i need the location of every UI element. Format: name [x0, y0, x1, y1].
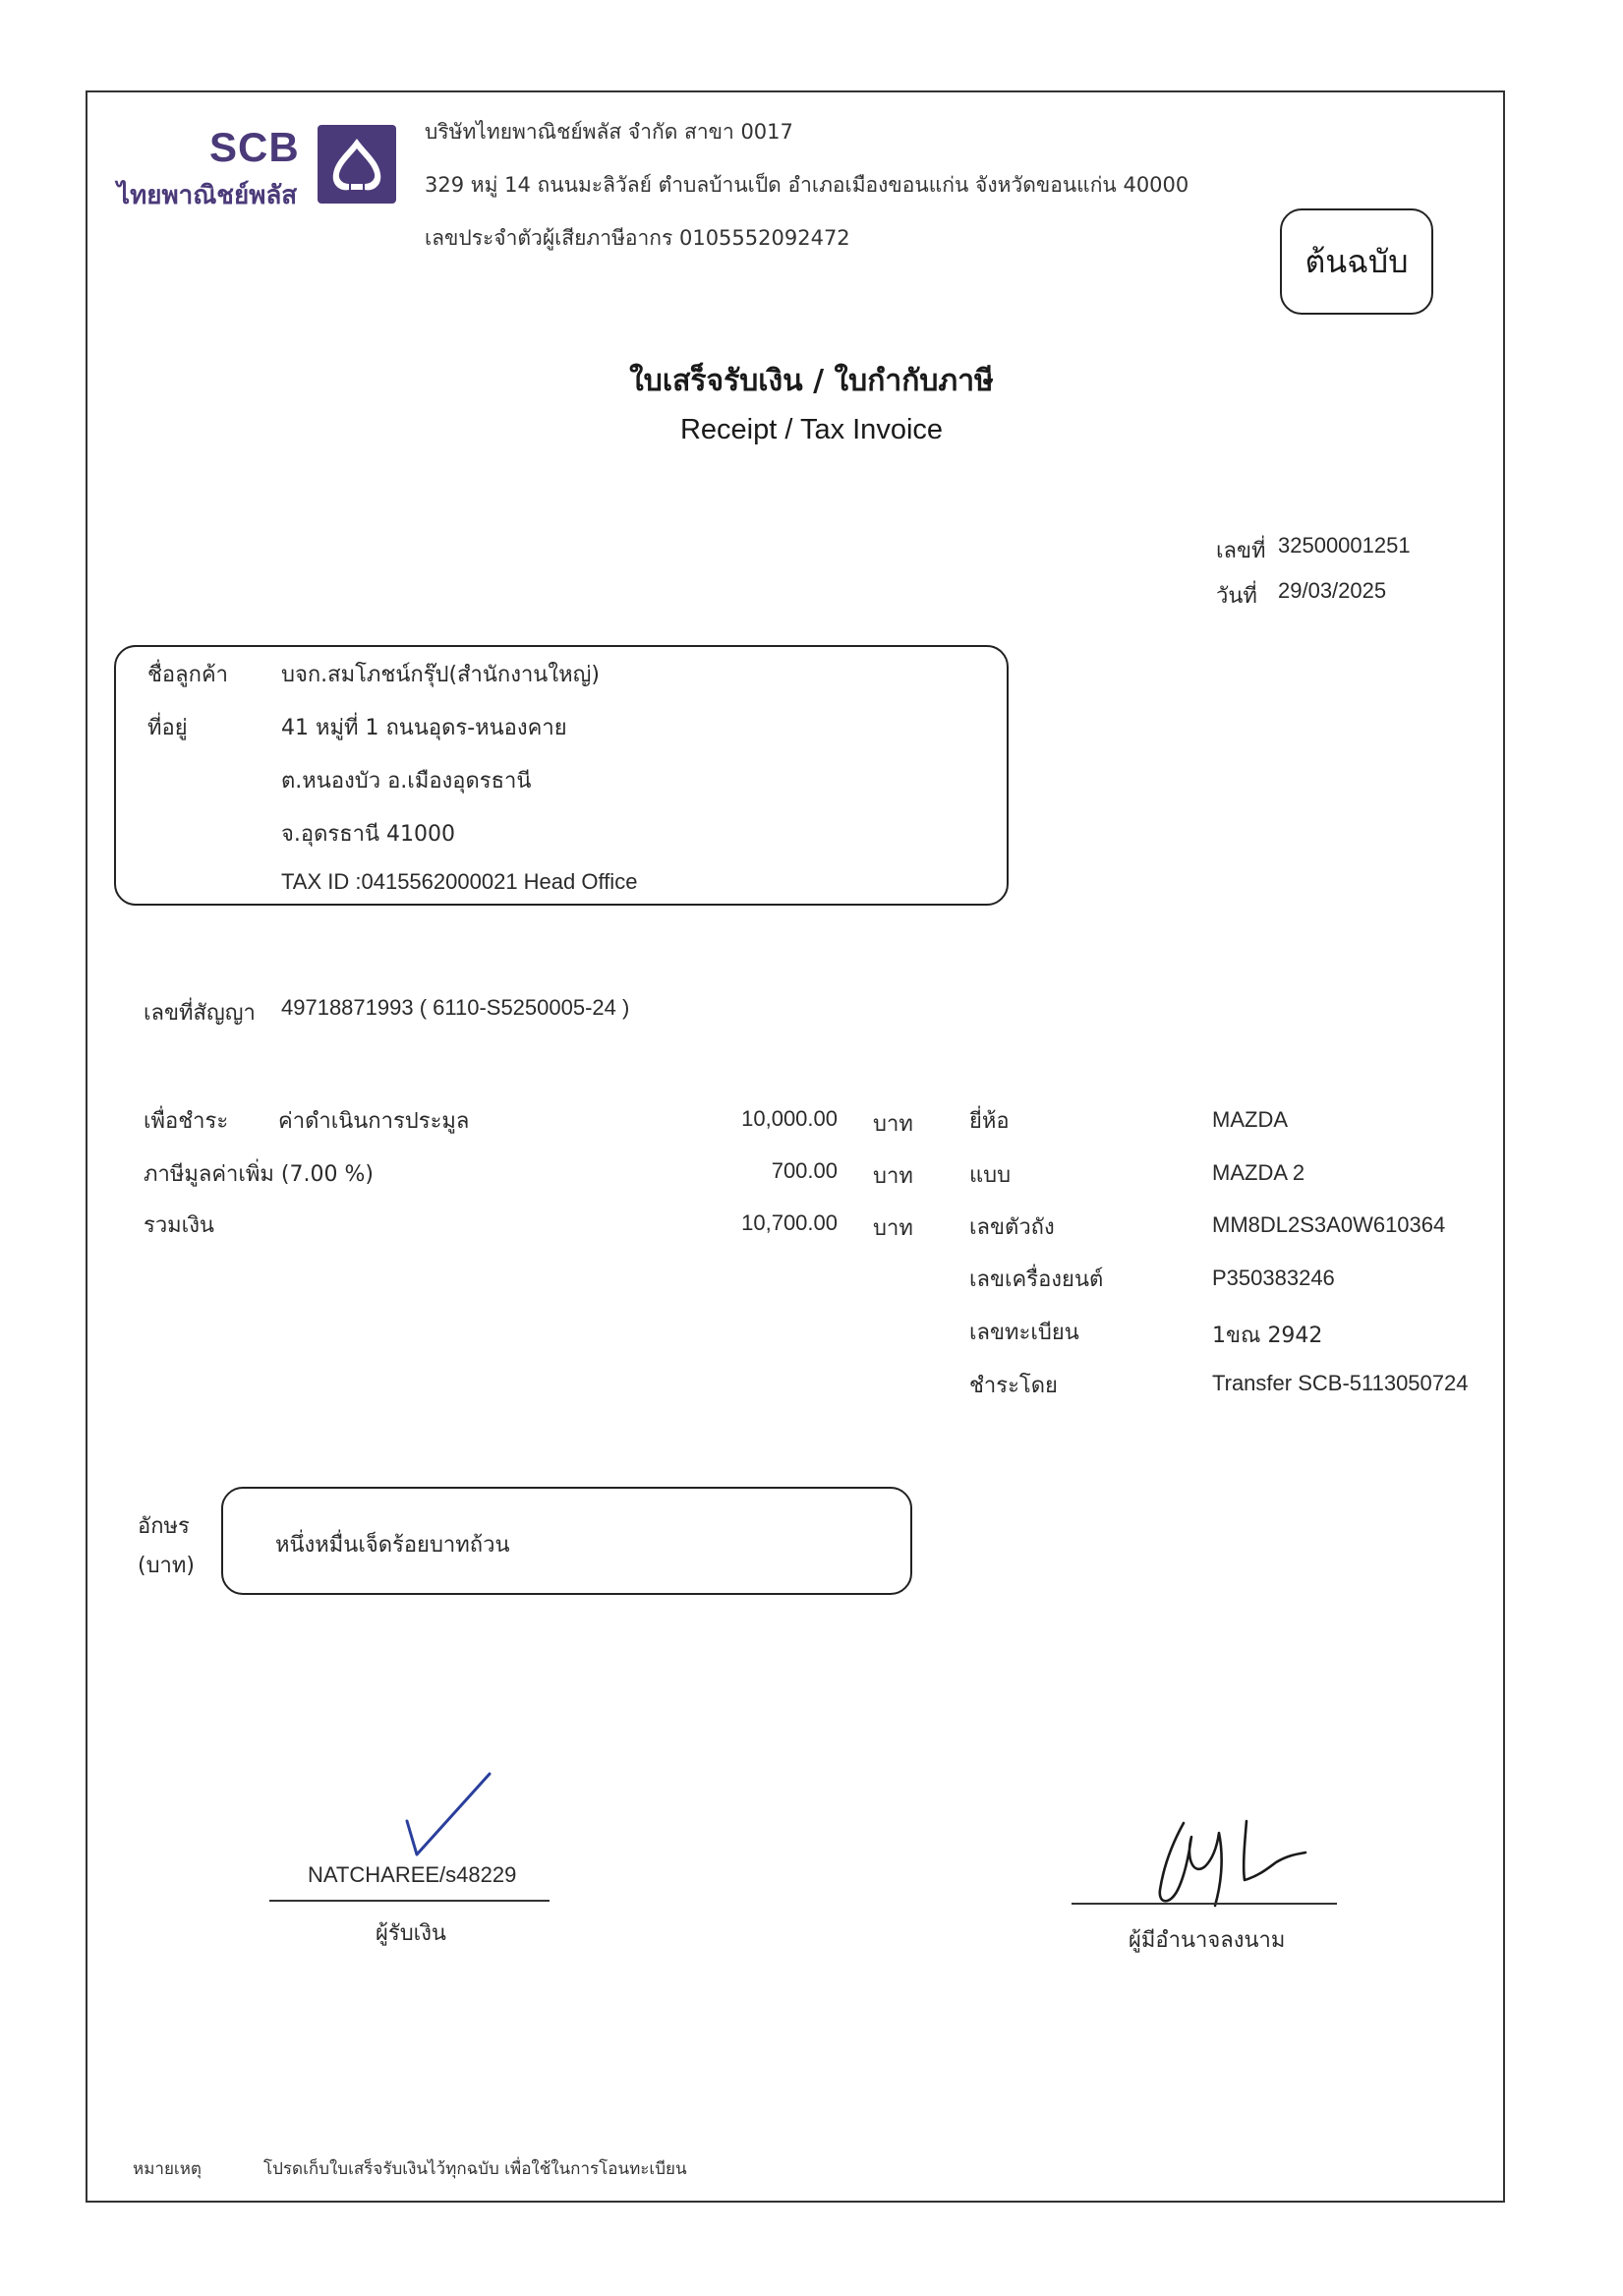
doc-number-label: เลขที่ [1216, 539, 1266, 563]
payment-for-label: เพื่อชำระ [144, 1109, 229, 1134]
customer-address-line: จ.อุดรธานี 41000 [281, 822, 455, 847]
amount-words-value: หนึ่งหมื่นเจ็ดร้อยบาทถ้วน [275, 1533, 510, 1558]
contract-label: เลขที่สัญญา [144, 1001, 256, 1026]
vehicle-model-label: แบบ [969, 1163, 1012, 1188]
total-unit: บาท [873, 1216, 913, 1241]
vehicle-chassis: MM8DL2S3A0W610364 [1212, 1212, 1446, 1237]
customer-name: บจก.สมโภชน์กรุ๊ป(สำนักงานใหญ่) [281, 663, 600, 687]
company-address: 329 หมู่ 14 ถนนมะลิวัลย์ ตำบลบ้านเป็ด อำเภอเมืองขอนแก่น จังหวัดขอนแก่น 40000 [425, 173, 1189, 197]
receiver-signature-icon [393, 1770, 501, 1860]
amount-words-unit-label: (บาท) [138, 1554, 195, 1578]
vehicle-engine-label: เลขเครื่องยนต์ [969, 1267, 1104, 1292]
vehicle-brand-label: ยี่ห้อ [969, 1109, 1010, 1134]
note-label: หมายเหตุ [133, 2159, 202, 2179]
doc-date: 29/03/2025 [1278, 578, 1387, 603]
authorized-label: ผู้มีอำนาจลงนาม [1129, 1928, 1286, 1953]
receiver-name: NATCHAREE/s48229 [308, 1862, 517, 1887]
doc-date-label: วันที่ [1216, 584, 1257, 609]
payment-for-value: ค่าดำเนินการประมูล [278, 1109, 470, 1134]
vat-label: ภาษีมูลค่าเพิ่ม (7.00 %) [144, 1162, 374, 1187]
vehicle-engine: P350383246 [1212, 1266, 1335, 1290]
scb-logo-text: SCB [209, 124, 300, 170]
amount-words-label: อักษร [138, 1514, 190, 1539]
original-copy-label: ต้นฉบับ [1304, 242, 1409, 280]
vehicle-model: MAZDA 2 [1212, 1160, 1305, 1185]
document-title-english: Receipt / Tax Invoice [679, 414, 944, 445]
customer-address-line: ต.หนองบัว อ.เมืองอุดรธานี [281, 769, 532, 794]
company-tax-id: เลขประจำตัวผู้เสียภาษีอากร 0105552092472 [425, 226, 850, 250]
customer-tax-id: TAX ID :0415562000021 Head Office [281, 869, 638, 894]
authorized-signature-line [1072, 1903, 1337, 1905]
customer-name-label: ชื่อลูกค้า [147, 663, 229, 687]
original-copy-stamp [1280, 208, 1433, 315]
vat-amount: 700.00 [771, 1158, 838, 1183]
scb-logo-thai-text: ไทยพาณิชย์พลัส [117, 181, 298, 210]
contract-number: 49718871993 ( 6110-S5250005-24 ) [281, 995, 630, 1020]
customer-address-label: ที่อยู่ [147, 716, 188, 740]
customer-address-line: 41 หมู่ที่ 1 ถนนอุดร-หนองคาย [281, 716, 567, 740]
doc-number: 32500001251 [1278, 533, 1411, 558]
payment-unit: บาท [873, 1112, 913, 1137]
vehicle-plate: 1ขณ 2942 [1212, 1324, 1323, 1348]
payment-method-label: ชำระโดย [969, 1374, 1058, 1398]
vehicle-plate-label: เลขทะเบียน [969, 1321, 1079, 1345]
vehicle-brand: MAZDA [1212, 1107, 1288, 1132]
vehicle-chassis-label: เลขตัวถัง [969, 1215, 1055, 1240]
receiver-label: ผู้รับเงิน [376, 1921, 446, 1946]
payment-amount: 10,000.00 [741, 1106, 838, 1131]
payment-method: Transfer SCB-5113050724 [1212, 1371, 1469, 1395]
scb-emblem-icon [318, 125, 396, 204]
note-text: โปรดเก็บใบเสร็จรับเงินไว้ทุกฉบับ เพื่อใช้ในการโอนทะเบียน [263, 2159, 687, 2179]
vat-unit: บาท [873, 1164, 913, 1189]
receiver-signature-line [269, 1900, 550, 1902]
total-amount: 10,700.00 [741, 1210, 838, 1235]
company-name: บริษัทไทยพาณิชย์พลัส จำกัด สาขา 0017 [425, 120, 793, 144]
document-title-thai: ใบเสร็จรับเงิน / ใบกำกับภาษี [629, 364, 994, 398]
total-label: รวมเงิน [144, 1213, 214, 1238]
